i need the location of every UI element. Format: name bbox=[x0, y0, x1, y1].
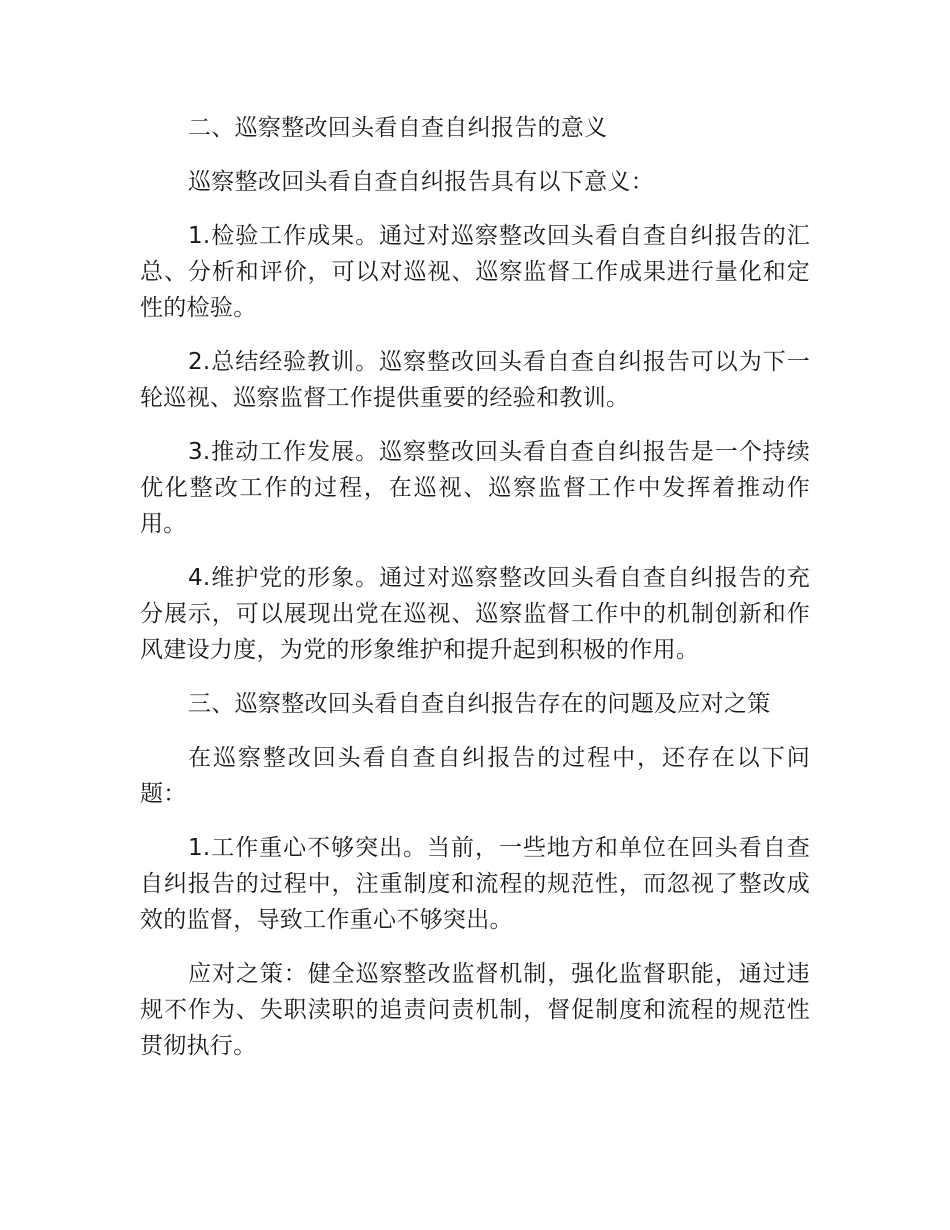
problems-intro-paragraph: 在巡察整改回头看自查自纠报告的过程中，还存在以下问题： bbox=[140, 745, 810, 807]
section-heading-2: 二、巡察整改回头看自查自纠报告的意义 bbox=[188, 115, 608, 141]
significance-item-1: 1.检验工作成果。通过对巡察整改回头看自查自纠报告的汇总、分析和评价，可以对巡视、巡察监督工作成果进行量化和定性的检验。 bbox=[140, 223, 810, 321]
significance-item-2: 2.总结经验教训。巡察整改回头看自查自纠报告可以为下一轮巡视、巡察监督工作提供重要的经验和教训。 bbox=[140, 349, 810, 411]
countermeasure-paragraph: 应对之策：健全巡察整改监督机制，强化监督职能，通过违规不作为、失职渎职的追责问责机制，督促制度和流程的规范性贯彻执行。 bbox=[140, 961, 810, 1059]
intro-paragraph: 巡察整改回头看自查自纠报告具有以下意义： bbox=[188, 169, 654, 195]
significance-item-4: 4.维护党的形象。通过对巡察整改回头看自查自纠报告的充分展示，可以展现出党在巡视、巡察监督工作中的机制创新和作风建设力度，为党的形象维护和提升起到积极的作用。 bbox=[140, 565, 810, 663]
problem-item-1: 1.工作重心不够突出。当前，一些地方和单位在回头看自查自纠报告的过程中，注重制度和流程的规范性，而忽视了整改成效的监督，导致工作重心不够突出。 bbox=[140, 835, 810, 933]
document-body bbox=[140, 110, 810, 1082]
significance-item-3: 3.推动工作发展。巡察整改回头看自查自纠报告是一个持续优化整改工作的过程，在巡视、巡察监督工作中发挥着推动作用。 bbox=[140, 439, 810, 537]
section-heading-3: 三、巡察整改回头看自查自纠报告存在的问题及应对之策 bbox=[188, 691, 771, 717]
